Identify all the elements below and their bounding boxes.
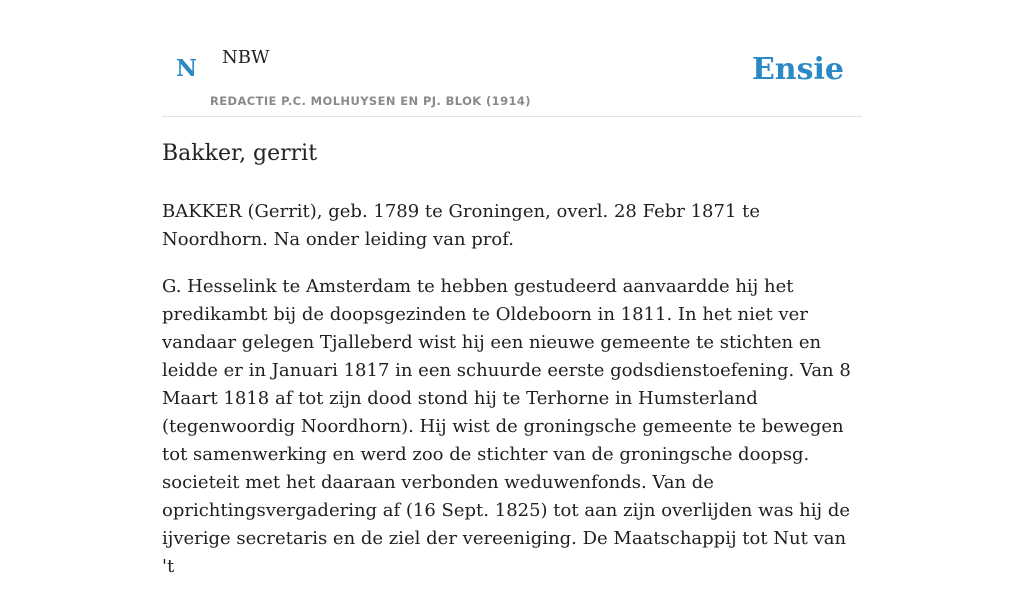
brand-logo[interactable]: Ensie — [751, 52, 844, 87]
article-title: Bakker, gerrit — [162, 141, 318, 166]
article — [162, 136, 862, 600]
source-subtitle: REDACTIE P.C. MOLHUYSEN EN PJ. BLOK (1914) — [210, 94, 531, 108]
article-paragraph-2: G. Hesselink te Amsterdam te hebben gestudeerd aanvaardde hij het predikambt bij de doopsgezinden te Oldeboorn in 1811. In het niet ver vandaar gelegen Tjalleberd wist hij een nieuwe gemeente te stichten en leidde er in Januari 1817 in een schuurde eerste godsdienstoefening. Van 8 Maart 1818 af tot zijn dood stond hij te Terhorne in Humsterland (tegenwoordig Noordhorn). Hij wist de groningsche gemeente te bewegen tot samenwerking en werd zoo de stichter van de groningsche doopsg. societeit met het daaraan verbonden weduwenfonds. Van de oprichtingsvergadering af (16 Sept. 1825) tot aan zijn overlijden was hij de ijverige secretaris en de ziel der vereeniging. De Maatschappij tot Nut van 't — [162, 276, 851, 577]
article-paragraph-1: BAKKER (Gerrit), geb. 1789 te Groningen, overl. 28 Febr 1871 te Noordhorn. Na onder leiding van prof. — [162, 201, 761, 250]
source-logo-icon[interactable]: N — [176, 55, 198, 82]
site-header — [162, 0, 862, 117]
source-name[interactable]: NBW — [222, 47, 270, 68]
